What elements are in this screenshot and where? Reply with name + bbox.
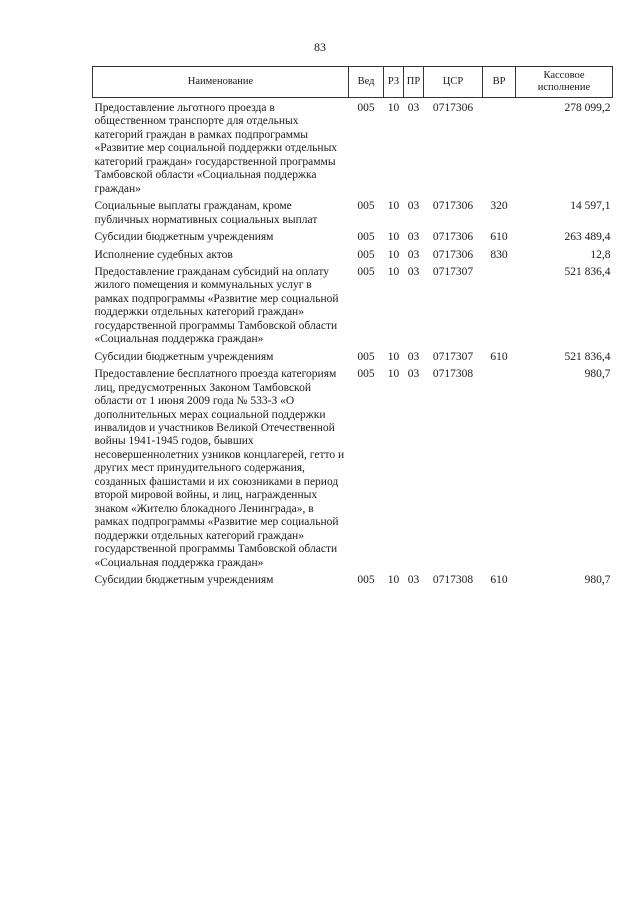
- row-ved: 005: [357, 265, 375, 278]
- table-row: [93, 266, 613, 347]
- row-sum: 263 489,4: [564, 231, 611, 244]
- row-csr: 0717306: [432, 248, 474, 261]
- row-sum: 980,7: [584, 573, 611, 586]
- header-vr: ВР: [483, 67, 516, 98]
- row-rz: 10: [387, 248, 400, 261]
- row-rz: 10: [387, 102, 400, 114]
- table-row: [93, 351, 613, 364]
- table-header-row: [93, 67, 613, 98]
- table-row: [93, 368, 613, 570]
- page-number: 83: [314, 40, 326, 54]
- row-rz: 10: [387, 350, 400, 363]
- row-csr: 0717308: [432, 368, 474, 381]
- row-pr: 03: [407, 573, 420, 586]
- row-sum: 12,8: [590, 248, 611, 261]
- row-name: Предоставление гражданам субсидий на оплату жилого помещения и коммунальных услуг в рамках подпрограммы «Развитие мер социальной поддержки отдельных категорий граждан» государственной программы Тамбовской области «Социальная поддержка граждан»: [94, 265, 339, 346]
- header-sum: [516, 67, 613, 98]
- row-name: Исполнение судебных актов: [94, 248, 233, 261]
- row-sum: 14 597,1: [570, 200, 611, 213]
- row-vr: 320: [490, 200, 508, 213]
- row-csr: 0717307: [432, 350, 474, 363]
- row-ved: 005: [357, 200, 375, 213]
- row-name: Субсидии бюджетным учреждениям: [94, 350, 274, 363]
- row-ved: 005: [357, 350, 375, 363]
- header-ved: Вед: [349, 67, 384, 98]
- row-vr: [483, 102, 516, 196]
- table-row: [93, 574, 613, 587]
- row-vr: 610: [490, 573, 508, 586]
- row-pr: 03: [407, 200, 420, 213]
- row-ved: 005: [357, 248, 375, 261]
- row-name: Субсидии бюджетным учреждениям: [94, 573, 274, 586]
- row-sum: 521 836,4: [564, 350, 611, 363]
- row-ved: 005: [357, 368, 375, 381]
- row-csr: 0717306: [432, 200, 474, 213]
- row-csr: 0717308: [432, 573, 474, 586]
- row-pr: 03: [407, 231, 420, 244]
- row-rz: 10: [387, 200, 400, 213]
- row-vr: [483, 266, 516, 347]
- row-pr: 03: [407, 248, 420, 261]
- row-sum: 980,7: [584, 368, 611, 381]
- row-rz: 10: [387, 265, 400, 278]
- row-sum: 521 836,4: [564, 265, 611, 278]
- row-pr: 03: [407, 350, 420, 363]
- row-csr: 0717307: [432, 265, 474, 278]
- row-rz: 10: [387, 368, 400, 381]
- row-rz: 10: [387, 231, 400, 244]
- row-pr: 03: [407, 368, 420, 381]
- table-row: [93, 231, 613, 244]
- header-name: Наименование: [93, 67, 349, 98]
- header-pr: ПР: [404, 67, 424, 98]
- row-rz: 10: [387, 573, 400, 586]
- table-row: [93, 200, 613, 227]
- row-pr: 03: [407, 102, 420, 114]
- header-rz: РЗ: [384, 67, 404, 98]
- row-vr: [483, 368, 516, 570]
- row-vr: 830: [490, 248, 508, 261]
- row-pr: 03: [407, 265, 420, 278]
- row-name: Предоставление бесплатного проезда категориям лиц, предусмотренных Законом Тамбовской области от 1 июня 2009 года № 533-З «О дополнительных мерах социальной поддержки инвалидов и участников Великой Отечественной войны 1941-1945 годов, бывших несовершеннолетних узников концлагерей, гетто и других мест принудительного содержания, созданных фашистами и их союзниками в период второй мировой войны, и лиц, награжденных знаком «Жителю блокадного Ленинграда», в рамках подпрограммы «Развитие мер социальной поддержки отдельных категорий граждан» государственной программы Тамбовской области «Социальная поддержка граждан»: [94, 368, 345, 569]
- table-row: [93, 102, 613, 196]
- row-ved: 005: [357, 231, 375, 244]
- row-csr: 0717306: [432, 231, 474, 244]
- row-name: Субсидии бюджетным учреждениям: [94, 231, 274, 244]
- row-sum: 278 099,2: [564, 102, 611, 114]
- row-ved: 005: [357, 573, 375, 586]
- budget-table: [92, 66, 613, 587]
- row-ved: 005: [357, 102, 375, 114]
- header-csr: ЦСР: [424, 67, 483, 98]
- table-row: [93, 249, 613, 262]
- header-sum-line2: исполнение: [537, 82, 591, 93]
- header-sum-line1: Кассовое: [543, 69, 585, 81]
- row-name: Предоставление льготного проезда в общественном транспорте для отдельных категорий граждан в рамках подпрограммы «Развитие мер социальной поддержки отдельных категорий граждан» государственной программы Тамбовской области «Социальная поддержка граждан»: [94, 102, 338, 195]
- row-vr: 610: [490, 231, 508, 244]
- row-vr: 610: [490, 350, 508, 363]
- row-csr: 0717306: [432, 102, 474, 114]
- row-name: Социальные выплаты гражданам, кроме публичных нормативных социальных выплат: [94, 200, 318, 226]
